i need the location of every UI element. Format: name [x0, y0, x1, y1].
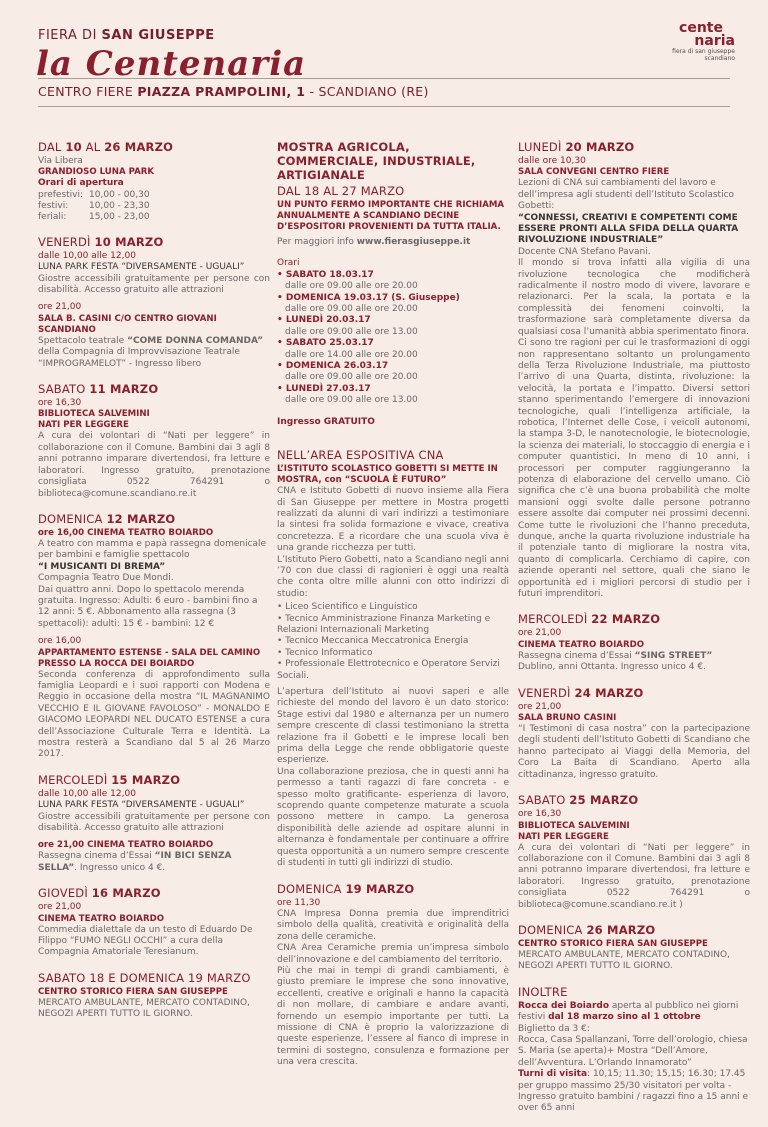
- column-3: [518, 140, 750, 1127]
- section-inoltre: INOLTRE Rocca dei Boiardo aperta al pubblico nei giorni festivi dal 18 marzo sino al 1 ottobre Biglietto da 3 €: Rocca, Casa Spallanzani, Torre dell’orologio, chiesa S. Maria (se aperta)+ Mostra “Dell’Amore, dell’Avventura. L’Orlando Innamorato” Turni di visita: 10,15; 11.30; 15,15; 16.30; 17.45 per gruppo massimo 25/30 visitatori per volta - Ingresso gratuito bambini / ragazzi fino a 15 anni e over 65 anni: [518, 984, 749, 1114]
- event-sabato-18: SABATO 18 E DOMENICA 19 MARZO CENTRO STORICO FIERA SAN GIUSEPPE MERCATO AMBULANTE, MERCATO CONTADINO, NEGOZI APERTI TUTTO IL GIORNO.: [38, 970, 251, 1020]
- column-1: [38, 140, 270, 1033]
- event-giovedi-16: GIOVEDÌ 16 MARZO ore 21,00 CINEMA TEATRO BOIARDO Commedia dialettale da un testo di Eduardo De Filippo “FUMO NEGLI OCCHI” a cura della Compagnia Amatoriale Teresianum.: [38, 886, 253, 958]
- divider-top: [38, 78, 730, 79]
- study-tracks-list: • Liceo Scientifico e Linguistico • Tecnico Amministrazione Finanza Marketing e Relazioni Internazionali Marketing • Tecnico Meccanica Meccatronica Energia • Tecnico Informatico • Professionale Elettrotecnico e Operatore Servizi Sociali.: [277, 602, 500, 681]
- event-mostra: MOSTRA AGRICOLA, COMMERCIALE, INDUSTRIALE, ARTIGIANALE DAL 18 AL 27 MARZO UN PUNTO FERMO IMPORTANTE CHE RICHIAMA ANNUALMENTE A SCANDIANO DECINE D’ESPOSITORI PROVENIENTI DA TUTTA ITALIA. Per maggiori info www.fierasgiuseppe.it Orari • SABATO 18.03.17 dalle ore 09.00 alle ore 20.00 • DOMENICA 19.03.17 (S. Giuseppe) dalle ore 09.00 alle ore 20.00 • LUNEDÌ 20.03.17 dalle ore 09.00 alle ore 13.00 • SABATO 25.03.17 dalle ore 14.00 alle ore 20.00 • DOMENICA 26.03.17 dalle ore 09.00 alle ore 20.00 • LUNEDÌ 27.03.17 dalle ore 09.00 alle ore 13.00 Ingresso GRATUITO: [277, 140, 509, 428]
- centenaria-logo: cente naria fiera di san giuseppe scandiano: [672, 20, 735, 62]
- schedule-list: • SABATO 18.03.17 dalle ore 09.00 alle ore 20.00 • DOMENICA 19.03.17 (S. Giuseppe) dalle ore 09.00 alle ore 20.00 • LUNEDÌ 20.03.17 dalle ore 09.00 alle ore 13.00 • SABATO 25.03.17 dalle ore 14.00 alle ore 20.00 • DOMENICA 26.03.17 dalle ore 09.00 alle ore 20.00 • LUNEDÌ 27.03.17 dalle ore 09.00 alle ore 13.00: [277, 269, 460, 406]
- divider-bottom: [38, 106, 730, 107]
- website-link[interactable]: www.fierasgiuseppe.it: [356, 237, 471, 247]
- event-sabato-11: SABATO 11 MARZO ore 16,30 BIBLIOTECA SALVEMINI NATI PER LEGGERE A cura dei volontari di “Nati per leggere” in collaborazione con il Comune. Bambini dai 3 agli 8 anni potranno imparare divertendosi, fra letture e laboratori. Ingresso gratuito, prenotazione consigliata 0522 764291 o biblioteca@comune.scandiano.re.it: [38, 382, 270, 499]
- event-domenica-26: DOMENICA 26 MARZO CENTRO STORICO FIERA SAN GIUSEPPE MERCATO AMBULANTE, MERCATO CONTADINO, NEGOZI APERTI TUTTO IL GIORNO.: [518, 922, 730, 972]
- event-domenica-12: DOMENICA 12 MARZO ore 16,00 CINEMA TEATRO BOIARDO A teatro con mamma e papà rassegna domenicale per bambini e famiglie spettacolo “I MUSICANTI DI BREMA” Compagnia Teatro Due Mondi. Dai quattro anni. Dopo lo spettacolo merenda gratuita. Ingresso: Adulti: 6 euro - bambini fino a 12 anni: 5 €. Abbonamento alla rassegna (3 spettacoli): adulti: 15 € - bambini: 12 € ore 16,00 APPARTAMENTO ESTENSE - SALA DEL CAMINO PRESSO LA ROCCA DEI BOIARDO Seconda conferenza di approfondimento sulla famiglia Leopardi e i suoi rapporti con Modena e Reggio in occasione della mostra “IL MAGNANIMO VECCHIO E IL GIOVANE FAVOLOSO” - MONALDO E GIACOMO LEOPARDI NEL DUCATO ESTENSE a cura dell’Associazione Culturale Terra e Identità. La mostra resterà a Scandiano dal 5 al 26 Marzo 2017.: [38, 511, 270, 760]
- opening-hours-table: prefestivi: 10,00 - 00,30 festivi: 10,00 - 23,30 feriali: 15,00 - 23,00: [38, 189, 150, 222]
- venue-address: CENTRO FIERE PIAZZA PRAMPOLINI, 1 - SCANDIANO (RE): [38, 84, 429, 99]
- event-venerdi-10: VENERDÌ 10 MARZO dalle 10,00 alle 12,00 LUNA PARK FESTA “DIVERSAMENTE - UGUALI” Giostre accessibili gratuitamente per persone con disabilità. Accesso gratuito alle attrazioni ore 21,00 SALA B. CASINI C/O CENTRO GIOVANI SCANDIANO Spettacolo teatrale “COME DONNA COMANDA” della Compagnia di Improvvisazione Teatrale “IMPROGRAMELOT” - Ingresso libero: [38, 234, 270, 369]
- event-lunedi-20: LUNEDÌ 20 MARZO dalle ore 10,30 SALA CONVEGNI CENTRO FIERE Lezioni di CNA sui cambiamenti del lavoro e dell’impresa agli studenti dell’Istituto Scolastico Gobetti: “CONNESSI, CREATIVI E COMPETENTI COME ESSERE PRONTI ALLA SFIDA DELLA QUARTA RIVOLUZIONE INDUSTRIALE” Docente CNA Stefano Pavani. Il mondo si trova infatti alla vigilia di una rivoluzione tecnologica che modificherà radicalmente il nostro modo di vivere, lavorare e relazionarci. Per la scala, la portata e la complessità dei fenomeni coinvolti, la trasformazione sarà completamente diversa da qualsiasi cosa l’umanità abbia sperimentato finora. Ci sono tre ragioni per cui le trasformazioni di oggi non rappresentano soltanto un prolungamento della Terza Rivoluzione Industriale, ma piuttosto l’arrivo di una Quarta, distinta, rivoluzione: la velocità, la portata e l’impatto. Diversi settori stanno sperimentando l’emergere di innovazioni tecnologiche, quali l’intelligenza artificiale, la robotica, l’Internet delle Cose, i veicoli autonomi, la stampa 3-D, le nanotecnologie, le biotecnologie, la scienza dei materiali, lo stoccaggio di energia e i computer quantistici. In meno di 10 anni, i processori per computer raggiungeranno la potenza di elaborazione del cervello umano. Ciò significa che c’è una buona probabilità che molte mansioni oggi svolte dalle persone potranno essere assolte dai computer nei prossimi decenni. Come tutte le rivoluzioni che l’hanno preceduta, dunque, anche la quarta rivoluzione industriale ha il potenziale tanto di migliorare la nostra vita, quanto di complicarla. Cerchiamo di capire, con aziende operanti nel settore, quali che siano le opportunità ed i migliori percorsi di studio per i futuri imprenditori.: [518, 140, 750, 600]
- event-domenica-19: DOMENICA 19 MARZO ore 11,30 CNA Impresa Donna premia due imprenditrici simbolo della qualità, creatività e originalità della zona delle ceramiche. CNA Area Ceramiche premia un’impresa simbolo dell’innovazione e del cambiamento del territorio. Più che mai in tempi di grandi cambiamenti, è giusto premiare le imprese che sono innovative, eccellenti, creative e originali e hanno la capacità di non mollare, di cambiare e andare avanti, fornendo un esempio importante per tutti. La missione di CNA è proprio la valorizzazione di queste esperienze, l’essere al fianco di imprese in termini di sostegno, consulenza e formazione per una vera crescita.: [277, 881, 509, 1068]
- event-mercoledi-15: MERCOLEDÌ 15 MARZO dalle 10,00 alle 12,00 LUNA PARK FESTA “DIVERSAMENTE - UGUALI” Giostre accessibili gratuitamente per persone con disabilità. Accesso gratuito alle attrazioni ore 21,00 CINEMA TEATRO BOIARDO Rassegna cinema d’Essai “IN BICI SENZA SELLA”. Ingresso unico 4 €.: [38, 772, 270, 873]
- page-title: la Centenaria: [36, 44, 307, 84]
- fair-label: FIERA DI SAN GIUSEPPE: [38, 28, 215, 43]
- event-venerdi-24: VENERDÌ 24 MARZO ore 21,00 SALA BRUNO CASINI “I Testimoni di casa nostra” con la partecipazione degli studenti dell’Istituto Gobetti di Scandiano che hanno partecipato ai Viaggi della Memoria, del Coro La Baita di Scandiano. Aperto alla cittadinanza, ingresso gratuito.: [518, 685, 750, 780]
- column-2: [277, 140, 509, 1081]
- event-area-cna: NELL’AREA ESPOSITIVA CNA L’ISTITUTO SCOLASTICO GOBETTI SI METTE IN MOSTRA, con “SCUOLA È FUTURO” CNA e Istituto Gobetti di nuovo insieme alla Fiera di San Giuseppe per mettere in Mostra progetti realizzati da alunni di vari indirizzi a testimoniare la sintesi fra solida formazione e vivace, creativa concretezza. E a ricordare che una scuola viva è una grande ricchezza per tutti. L’Istituto Piero Gobetti, nato a Scandiano negli anni ’70 con due classi di ragionieri è oggi una realtà che conta oltre mille alunni con otto indirizzi di studio: • Liceo Scientifico e Linguistico • Tecnico Amministrazione Finanza Marketing e Relazioni Internazionali Marketing • Tecnico Meccanica Meccatronica Energia • Tecnico Informatico • Professionale Elettrotecnico e Operatore Servizi Sociali. L’apertura dell’Istituto ai nuovi saperi e alle richieste del mondo del lavoro è un dato storico: Stage estivi dal 1980 e alternanza per un numero sempre crescente di classi testimoniano la stretta relazione fra il Gobetti e le imprese locali ben prima della Legge che rende obbligatorie queste esperienze. Una collaborazione preziosa, che in questi anni ha permesso a tanti ragazzi di fare concreta - e spesso molto gratificante- esperienza di lavoro, scoprendo quante competenze maturate a scuola possono mettere in campo. La generosa disponibilità delle aziende ad ospitare alunni in alternanza è fondamentale per continuare a offrire questa opportunità a un numero sempre crescente di studenti in tutti gli indirizzi di studio.: [277, 448, 509, 869]
- event-luna-park: DAL 10 AL 26 MARZO Via Libera GRANDIOSO LUNA PARK Orari di apertura prefestivi: 10,00 - 00,30 festivi: 10,00 - 23,30 feriali: 15,00 - 23,00: [38, 140, 174, 222]
- event-sabato-25: SABATO 25 MARZO ore 16,30 BIBLIOTECA SALVEMINI NATI PER LEGGERE A cura dei volontari di “Nati per leggere” in collaborazione con il Comune. Bambini dai 3 agli 8 anni potranno imparare divertendosi, fra letture e laboratori. Ingresso gratuito, prenotazione consigliata 0522 764291 o biblioteca@comune.scandiano.re.it ): [518, 793, 750, 910]
- event-mercoledi-22: MERCOLEDÌ 22 MARZO ore 21,00 CINEMA TEATRO BOIARDO Rassegna cinema d’Essai “SING STREET” Dublino, anni Ottanta. Ingresso unico 4 €.: [518, 612, 713, 673]
